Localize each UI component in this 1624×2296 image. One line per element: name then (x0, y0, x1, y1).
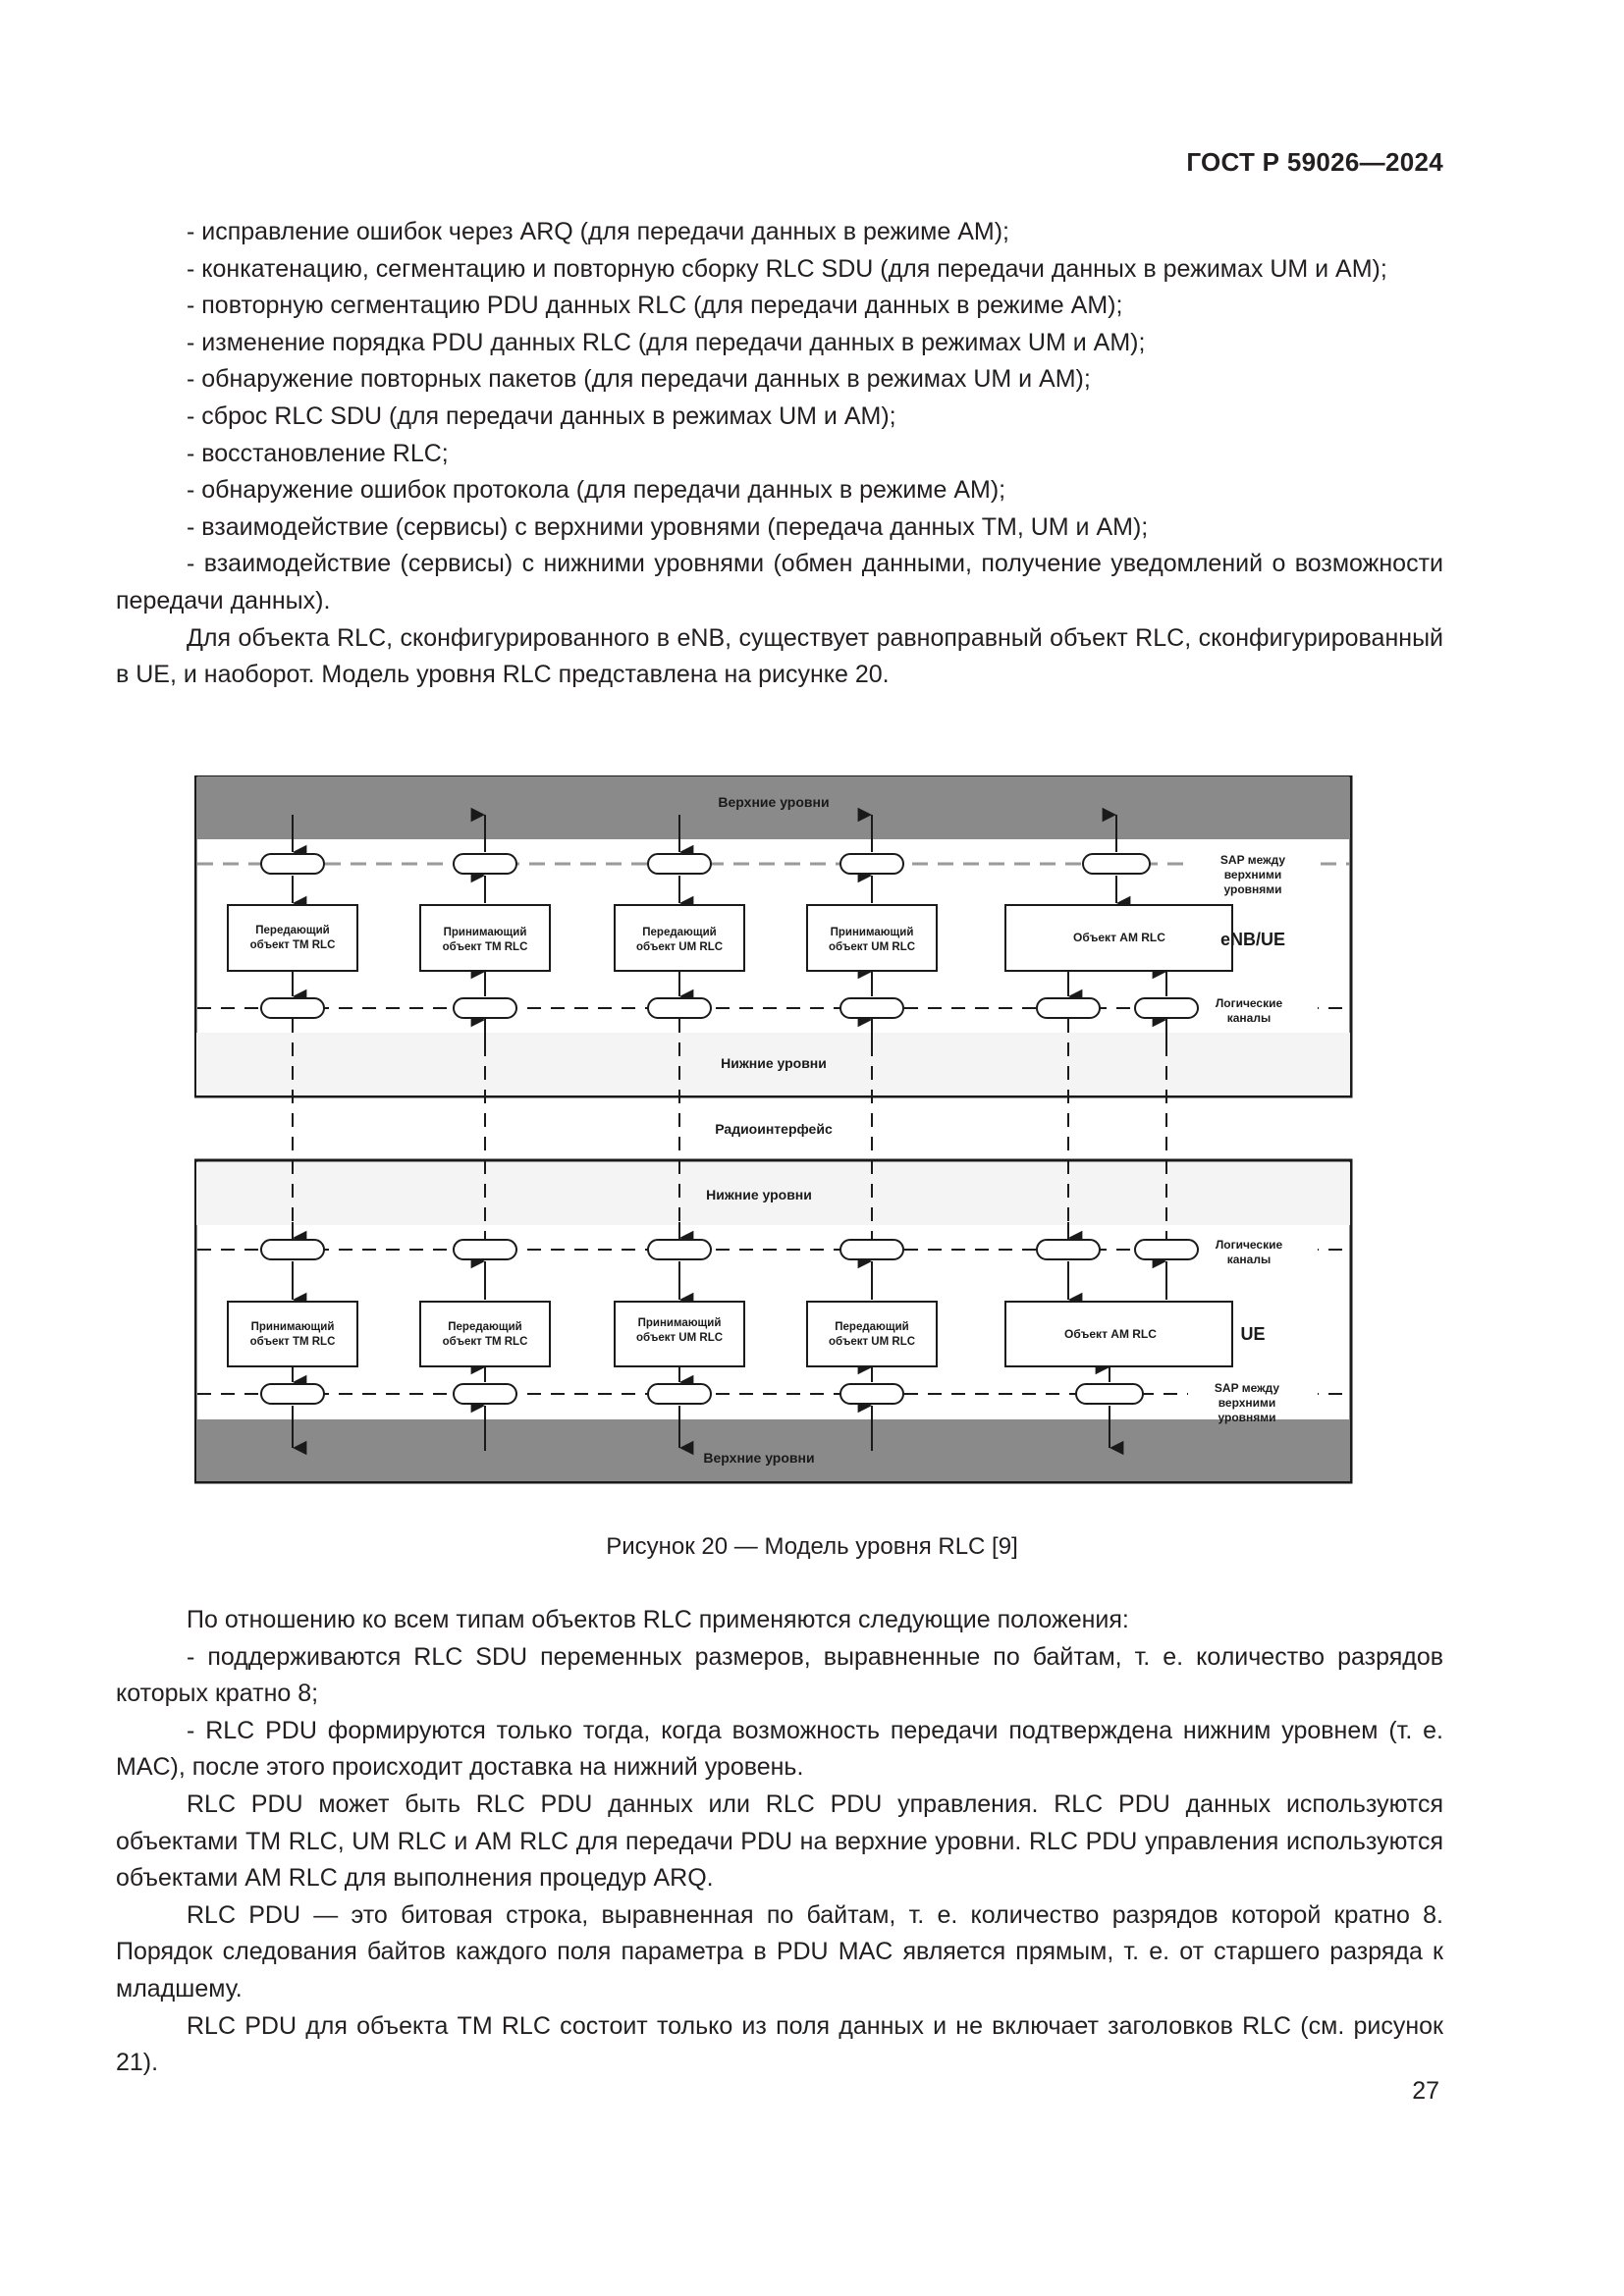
list-item: - конкатенацию, сегментацию и повторную сборку RLC SDU (для передачи данных в режимах UM и AM); (187, 254, 1387, 283)
ue-entity-1-line2: объект TM RLC (249, 1336, 336, 1348)
list-item: - сброс RLC SDU (для передачи данных в режимах UM и AM); (187, 401, 896, 430)
rlc-provisions-section (116, 1602, 1443, 2082)
list-item: - обнаружение повторных пакетов (для передачи данных в режимах UM и AM); (187, 365, 1091, 394)
ue-entity-2-line1: Передающий (448, 1321, 522, 1333)
list-item: - исправление ошибок через ARQ (для передачи данных в режиме AM); (187, 218, 1009, 245)
sap-label-top-2: верхними (1223, 868, 1282, 881)
page-number: 27 (1412, 2077, 1439, 2105)
ue-entity-4-line1: Передающий (835, 1321, 909, 1333)
enb-entity-3-line1: Передающий (642, 927, 717, 938)
logical-label-top-2: каналы (1226, 1011, 1272, 1025)
list-item: - взаимодействие (сервисы) с верхними уровнями (передача данных TM, UM и AM); (187, 512, 1149, 541)
enb-entity-am: Объект AM RLC (1073, 931, 1165, 944)
paragraph: RLC PDU может быть RLC PDU данных или RLC PDU управления. RLC PDU данных используются объектами TM RLC, UM RLC и AM RLC для передачи PDU на верхние уровни. RLC PDU управления используются объектами AM RLC для выполнения процедур ARQ. (116, 1789, 1443, 1893)
sap-label-top-3: уровнями (1223, 882, 1282, 896)
upper-layers-label-bottom: Верхние уровни (703, 1450, 815, 1466)
function-list (116, 214, 1443, 694)
paragraph: RLC PDU — это битовая строка, выравненная по байтам, т. е. количество разрядов которой кратно 8. Порядок следования байтов каждого поля параметра в PDU MAC является прямым, т. е. от старшего разряда к младшему. (116, 1900, 1443, 2002)
ue-entity-am: Объект AM RLC (1064, 1327, 1157, 1341)
figure-caption: Рисунок 20 — Модель уровня RLC [9] (606, 1533, 1018, 1560)
sap-label-top-1: SAP между (1219, 853, 1286, 867)
list-item: - обнаружение ошибок протокола (для передачи данных в режиме AM); (187, 476, 1006, 505)
logical-label-top-1: Логические (1215, 996, 1283, 1010)
enb-entity-4-line1: Принимающий (830, 927, 914, 938)
ue-entity-3-line1: Принимающий (637, 1317, 722, 1329)
paragraph: По отношению ко всем типам объектов RLC применяются следующие положения: (187, 1606, 1129, 1633)
rlc-layer-model-diagram (194, 775, 1353, 1484)
enb-entity-2-line2: объект TM RLC (442, 941, 528, 953)
ue-entity-1-line1: Принимающий (250, 1321, 335, 1333)
lower-layers-label-bottom: Нижние уровни (706, 1187, 812, 1202)
enb-side-label: eNB/UE (1219, 930, 1286, 949)
ue-entity-2-line2: объект TM RLC (442, 1336, 528, 1348)
upper-layers-label-top: Верхние уровни (718, 794, 830, 810)
lower-layers-label-top: Нижние уровни (721, 1055, 827, 1071)
document-id-header: ГОСТ Р 59026—2024 (1186, 147, 1443, 177)
radio-interface-label: Радиоинтерфейс (715, 1121, 833, 1137)
list-item: - восстановление RLC; (187, 439, 449, 467)
logical-label-bottom-1: Логические (1215, 1238, 1283, 1252)
ue-entity-3-line2: объект UM RLC (635, 1332, 724, 1344)
list-item: - RLC PDU формируются только тогда, когда возможность передачи подтверждена нижним уровнем (т. е. MAC), после этого происходит доставка на нижний уровень. (116, 1716, 1443, 1782)
enb-entity-3-line2: объект UM RLC (635, 941, 724, 953)
sap-label-bottom-1: SAP между (1214, 1381, 1280, 1395)
paragraph: RLC PDU для объекта TM RLC состоит только из поля данных и не включает заголовков RLC (см. рисунок 21). (116, 2011, 1443, 2077)
enb-entity-4-line2: объект UM RLC (828, 941, 916, 953)
ue-side-label: UE (1240, 1324, 1266, 1344)
logical-label-bottom-2: каналы (1226, 1253, 1272, 1266)
enb-entity-2-line1: Принимающий (443, 927, 527, 938)
intro-paragraph: Для объекта RLC, сконфигурированного в eNB, существует равноправный объект RLC, сконфигурированный в UE, и наоборот. Модель уровня RLC представлена на рисунке 20. (116, 623, 1443, 689)
list-item: - поддерживаются RLC SDU переменных размеров, выравненные по байтам, т. е. количество разрядов которых кратно 8; (116, 1642, 1443, 1708)
list-item: - изменение порядка PDU данных RLC (для передачи данных в режимах UM и AM); (187, 328, 1146, 356)
list-item: - взаимодействие (сервисы) с нижними уровнями (обмен данными, получение уведомлений о возможности передачи данных). (116, 550, 1443, 614)
sap-label-bottom-2: верхними (1218, 1396, 1276, 1410)
enb-entity-1-line1: Передающий (255, 925, 330, 936)
ue-entity-4-line2: объект UM RLC (828, 1336, 916, 1348)
enb-entity-1-line2: объект TM RLC (249, 939, 336, 951)
list-item: - повторную сегментацию PDU данных RLC (для передачи данных в режиме AM); (187, 292, 1123, 320)
sap-label-bottom-3: уровнями (1218, 1411, 1276, 1424)
